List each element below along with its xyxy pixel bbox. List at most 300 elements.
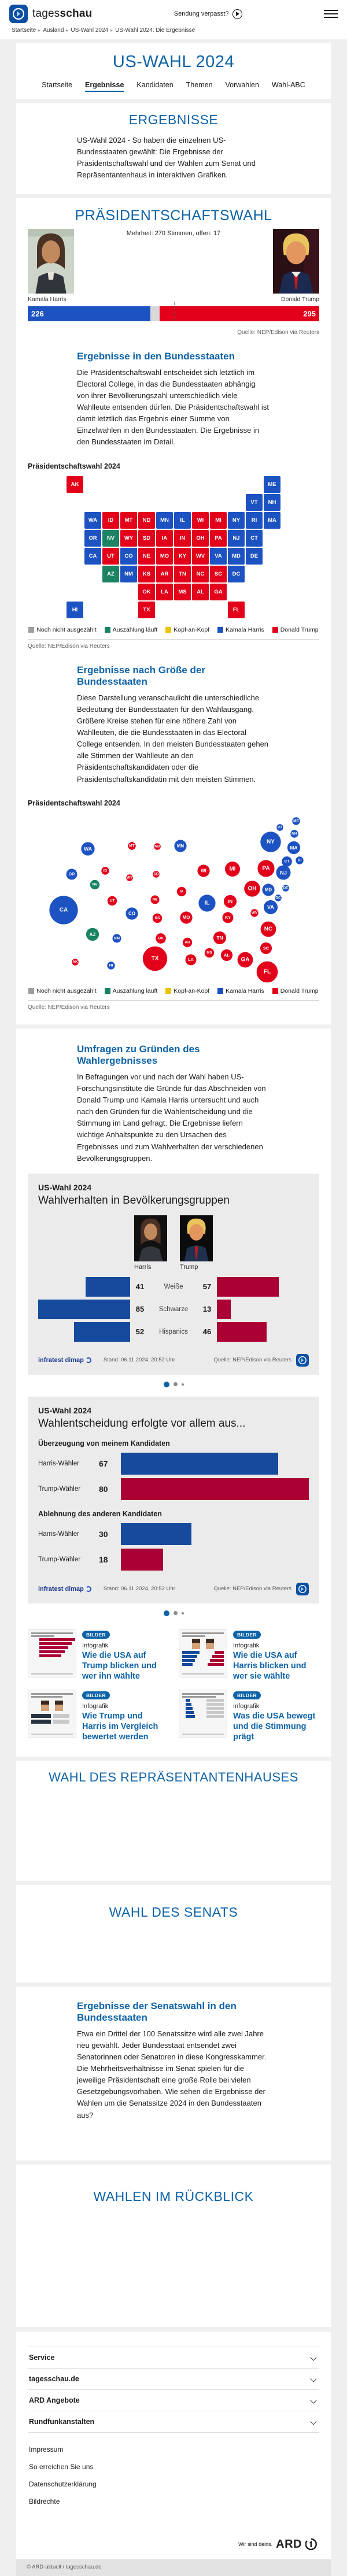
state-bubble-UT[interactable] [108, 896, 117, 905]
svg-text:NV: NV [92, 882, 98, 887]
state-bubble-AK[interactable] [72, 959, 79, 966]
svg-text:VA: VA [267, 904, 274, 910]
svg-text:OK: OK [158, 936, 164, 941]
teaser-thumbnail[interactable] [28, 1690, 76, 1738]
state-bubble-AR[interactable] [183, 937, 192, 946]
state-bubble-DE[interactable] [282, 885, 289, 892]
rueckblick-title: WAHLEN IM RÜCKBLICK [93, 2188, 254, 2204]
state-tile-ND[interactable]: ND [138, 512, 155, 529]
thumb-bar [39, 1642, 72, 1645]
state-bubble-MT[interactable] [128, 842, 135, 849]
state-bubble-MI[interactable] [225, 862, 240, 877]
thumb-decor [31, 1673, 73, 1675]
tab-startseite[interactable]: Startseite [42, 81, 73, 89]
state-bubble-DC[interactable] [275, 894, 282, 901]
svg-text:NE: NE [152, 897, 158, 902]
thumb-bar-row [31, 1714, 73, 1718]
svg-text:UT: UT [109, 899, 115, 903]
svg-text:NM: NM [113, 936, 120, 941]
legend-item [272, 626, 319, 633]
gruende-footer [38, 1579, 309, 1598]
reason-bar [121, 1549, 163, 1571]
state-tile-RI[interactable]: RI [246, 512, 263, 529]
thumb-bar [186, 1707, 193, 1710]
play-icon[interactable] [232, 9, 242, 19]
tagesschau-mini-icon [296, 1354, 309, 1367]
footer-accordions [28, 2347, 319, 2433]
thumb-bar [212, 1655, 224, 1658]
teaser-title[interactable]: Wie Trump und Harris im Vergleich bewertet werden [82, 1712, 158, 1742]
state-tile-CO[interactable]: CO [120, 548, 137, 565]
site-header [0, 0, 347, 39]
state-tile-SC[interactable]: SC [210, 566, 227, 582]
majority-marker [174, 302, 175, 321]
thumb-bar [206, 1707, 224, 1710]
reason-bar-track [121, 1523, 309, 1545]
state-bubble-FL[interactable] [257, 961, 278, 982]
state-bubble-VA[interactable] [264, 900, 278, 914]
state-tile-DC[interactable]: DC [228, 566, 245, 582]
tab-themen[interactable]: Themen [186, 81, 213, 89]
candidate-row [28, 229, 319, 303]
breadcrumb-item[interactable]: Ausland [43, 27, 64, 34]
trump-column-label: Trump [180, 1263, 198, 1271]
state-tile-HI[interactable]: HI [67, 602, 83, 618]
legend-label: Noch nicht ausgezählt [36, 987, 97, 994]
state-bubble-SD[interactable] [153, 871, 160, 878]
sendung-verpasst-label: Sendung verpasst? [174, 10, 229, 17]
teaser-kicker: Infografik [82, 1642, 109, 1649]
state-bubble-HI[interactable] [107, 962, 115, 969]
svg-text:OH: OH [248, 885, 257, 892]
footer-accordion-service[interactable] [28, 2347, 319, 2368]
state-tile-AL[interactable]: AL [192, 584, 209, 600]
tagesschau-mini-icon [296, 1583, 309, 1595]
teaser-thumbnail[interactable] [179, 1629, 227, 1677]
state-tile-WI[interactable]: WI [192, 512, 209, 529]
state-tile-GA[interactable]: GA [210, 584, 227, 600]
state-bubble-KY[interactable] [223, 912, 234, 923]
thumb-bar-row [182, 1715, 224, 1718]
svg-text:AK: AK [72, 960, 78, 964]
legend-item [28, 988, 96, 994]
state-tile-FL[interactable]: FL [228, 602, 245, 618]
category-label: Hispanics [159, 1328, 188, 1335]
state-tile-CT[interactable]: CT [246, 530, 263, 547]
state-bubble-OH[interactable] [244, 881, 260, 897]
carousel-dots[interactable] [28, 1610, 319, 1616]
teaser-kicker: Infografik [233, 1642, 260, 1649]
state-tile-IL[interactable]: IL [174, 512, 191, 529]
state-bubble-VT[interactable] [276, 824, 283, 831]
state-bubble-NJ[interactable] [276, 865, 290, 879]
legend-swatch [217, 627, 223, 633]
state-tile-LA[interactable]: LA [156, 584, 173, 600]
state-tile-TX[interactable]: TX [138, 602, 155, 618]
voter-group-label: Trump-Wähler [38, 1485, 81, 1493]
footer-accordion-tagesschau-de[interactable] [28, 2368, 319, 2389]
svg-text:GA: GA [241, 956, 250, 963]
state-tile-KY[interactable]: KY [174, 548, 191, 565]
tab-ergebnisse[interactable]: Ergebnisse [85, 81, 124, 92]
thumb-bar-row [182, 1659, 224, 1662]
reason-bar [121, 1523, 191, 1545]
trump-bar-track [217, 1322, 309, 1342]
state-tile-SD[interactable]: SD [138, 530, 155, 547]
states-section-text: Die Präsidentschaftswahl entscheidet sich letztlich im Electoral College, in das die Bundesstaaten abhängig von ihrer Bevölkerungszahl unterschiedlich viele Wahlleute entsenden dürfen. Die Präsidentschaftswahl ist damit letztlich das Ergebnis einer Summe von Einzelwahlen in den Bundesstaaten. Die Ergebnisse in den Bundesstaaten im Detail. [77, 368, 269, 447]
reason-value: 30 [99, 1529, 108, 1539]
state-tile-OK[interactable]: OK [138, 584, 155, 600]
state-tile-MI[interactable]: MI [210, 512, 227, 529]
state-bubble-SC[interactable] [260, 942, 272, 954]
legend-swatch [165, 627, 171, 633]
state-bubble-RI[interactable] [296, 856, 303, 864]
ard-logo[interactable] [28, 2538, 319, 2551]
carousel-dot[interactable] [164, 1382, 169, 1387]
state-tile-PA[interactable]: PA [210, 530, 227, 547]
svg-text:WA: WA [84, 845, 92, 852]
state-tile-MT[interactable]: MT [120, 512, 137, 529]
demografie-chart-card [28, 1174, 319, 1375]
legend-label: Kamala Harris [226, 987, 264, 994]
svg-text:WY: WY [126, 875, 133, 880]
teaser-title[interactable]: Was die USA bewegt und die Stimmung prägt [233, 1712, 316, 1742]
state-bubble-LA[interactable] [186, 954, 197, 965]
svg-text:IA: IA [179, 889, 184, 894]
state-bubble-MN[interactable] [174, 840, 186, 852]
gruende-stand: Stand: 06.11.2024, 20:52 Uhr [103, 1586, 175, 1593]
state-tile-NV[interactable]: NV [102, 530, 119, 547]
thumb-bar-row [182, 1707, 224, 1710]
reason-bar [121, 1478, 309, 1500]
state-bubble-CA[interactable] [49, 896, 77, 924]
donald-trump-photo [273, 229, 319, 294]
thumb-bar-row [182, 1711, 224, 1714]
thumb-bar [31, 1714, 51, 1718]
legend-label: Noch nicht ausgezählt [36, 626, 97, 633]
state-tile-MO[interactable]: MO [156, 548, 173, 565]
state-bubble-NC[interactable] [261, 921, 276, 937]
state-bubble-GA[interactable] [238, 952, 253, 967]
svg-text:SD: SD [153, 872, 159, 877]
thumb-bar [186, 1711, 194, 1714]
svg-text:WV: WV [251, 911, 258, 915]
harris-bar [38, 1300, 130, 1319]
state-bubble-PA[interactable] [257, 860, 274, 877]
state-bubble-ME[interactable] [292, 817, 300, 825]
open-votes-segment [150, 306, 160, 321]
bubble-chart-label: Präsidentschaftswahl 2024 [28, 799, 120, 807]
state-tile-IA[interactable]: IA [156, 530, 173, 547]
chevron-down-icon [310, 2418, 316, 2425]
svg-text:CT: CT [284, 859, 290, 864]
trump-figure [273, 229, 319, 303]
breadcrumb-item[interactable]: US-Wahl 2024 [71, 27, 109, 34]
bilder-badge: BILDER [82, 1691, 110, 1699]
umfragen-heading: Umfragen zu Gründen des Wahlergebnisses [77, 1043, 200, 1066]
breadcrumb-separator: ▸ [110, 28, 113, 33]
legend-item [272, 988, 319, 994]
breadcrumb-separator: ▸ [66, 28, 69, 33]
state-tile-OH[interactable]: OH [192, 530, 209, 547]
footer-link[interactable]: So erreichen Sie uns [29, 2462, 94, 2471]
tab-kandidaten[interactable]: Kandidaten [136, 81, 174, 89]
sendung-verpasst-link[interactable] [174, 9, 242, 19]
svg-text:OR: OR [68, 871, 75, 877]
state-bubble-OR[interactable] [67, 868, 77, 879]
svg-text:NJ: NJ [279, 869, 287, 876]
svg-text:NC: NC [264, 926, 273, 933]
harris-small-photo [134, 1215, 167, 1261]
teaser-thumbnail[interactable] [179, 1690, 227, 1738]
infografik-teaser[interactable] [179, 1690, 319, 1742]
state-bubble-MS[interactable] [205, 948, 214, 957]
accordion-label: Rundfunkanstalten [29, 2417, 95, 2426]
state-bubble-IL[interactable] [198, 894, 215, 911]
harris-value: 41 [135, 1282, 145, 1291]
svg-text:ID: ID [103, 868, 108, 873]
state-tile-AK[interactable]: AK [67, 476, 83, 493]
teaser-title[interactable]: Wie die USA auf Trump blicken und wer ihn wählte [82, 1650, 157, 1682]
state-tile-NE[interactable]: NE [138, 548, 155, 565]
ergebnisse-intro: US-Wahl 2024 - So haben die einzelnen US-Bundesstaaten gewählt: Die Ergebnisse der Präsidentschaftswahl und der Wahlen zum Senat und Repräsentantenhaus in interaktiven Grafiken. [77, 136, 256, 180]
state-bubble-OK[interactable] [156, 933, 166, 944]
tagesschau-app-icon [9, 5, 28, 23]
harris-value: 85 [135, 1305, 145, 1314]
state-bubble-AZ[interactable] [86, 928, 99, 941]
state-bubble-TX[interactable] [143, 946, 167, 970]
thumb-bar [39, 1654, 61, 1657]
senat-title: WAHL DES SENATS [109, 1904, 238, 1920]
state-tile-WV[interactable]: WV [192, 548, 209, 565]
bar-source: Quelle: NEP/Edison via Reuters [237, 329, 319, 336]
thumb-decor [31, 1632, 73, 1634]
state-bubble-MA[interactable] [287, 841, 300, 854]
harris-column-label: Harris [134, 1263, 152, 1271]
thumb-bar [186, 1703, 191, 1706]
ard-tagline: Wir sind deins. [238, 2541, 273, 2548]
footer-accordion-rundfunkanstalten[interactable] [28, 2411, 319, 2433]
demografie-footer [38, 1350, 309, 1369]
state-bubble-IA[interactable] [177, 886, 186, 896]
teaser-kicker: Infografik [233, 1703, 260, 1710]
state-bubble-WV[interactable] [250, 909, 258, 916]
state-bubble-MO[interactable] [180, 911, 192, 923]
infografik-teaser[interactable] [179, 1629, 319, 1682]
hub-card [16, 43, 331, 99]
svg-text:MN: MN [176, 843, 184, 849]
svg-text:TX: TX [151, 955, 159, 962]
carousel-dots[interactable] [28, 1382, 319, 1387]
state-tile-AR[interactable]: AR [156, 566, 173, 582]
state-bubble-NM[interactable] [113, 934, 121, 942]
state-bubble-IN[interactable] [224, 895, 237, 908]
svg-text:CO: CO [128, 911, 135, 916]
map-chart-label: Präsidentschaftswahl 2024 [28, 462, 120, 470]
state-tile-NC[interactable]: NC [192, 566, 209, 582]
svg-text:AR: AR [184, 940, 190, 945]
thumb-decor [182, 1693, 224, 1695]
breadcrumb [9, 23, 338, 37]
thumb-photos [31, 1701, 73, 1711]
thumb-bar [210, 1659, 224, 1662]
harris-bar-track [38, 1300, 130, 1319]
demografie-row [38, 1322, 309, 1342]
hamburger-menu-icon[interactable] [324, 10, 338, 18]
state-tile-NM[interactable]: NM [120, 566, 137, 582]
svg-text:VT: VT [277, 825, 283, 830]
state-tile-AZ[interactable]: AZ [102, 566, 119, 582]
thumb-bar-row [182, 1663, 224, 1666]
breadcrumb-item[interactable]: Startseite [12, 27, 36, 34]
teaser-body [82, 1629, 168, 1682]
svg-text:AL: AL [223, 952, 230, 958]
state-tile-ID[interactable]: ID [102, 512, 119, 529]
state-tile-KS[interactable]: KS [138, 566, 155, 582]
trump-votes-value: 295 [303, 309, 316, 318]
trump-bar [217, 1277, 279, 1297]
teaser-body [82, 1690, 168, 1742]
demografie-kicker: US-Wahl 2024 [38, 1182, 92, 1192]
carousel-dot[interactable] [182, 1383, 184, 1386]
harris-name: Kamala Harris [28, 295, 67, 303]
svg-text:MO: MO [182, 915, 190, 920]
reason-group-label: Ablehnung des anderen Kandidaten [38, 1509, 162, 1518]
state-tile-NY[interactable]: NY [228, 512, 245, 529]
state-bubble-AL[interactable] [221, 949, 232, 961]
svg-text:NY: NY [267, 838, 275, 845]
carousel-dot[interactable] [174, 1382, 178, 1386]
thumb-bar [39, 1650, 65, 1653]
hub-tab-bar [28, 81, 319, 92]
state-bubble-KS[interactable] [153, 913, 162, 922]
state-tile-CA[interactable]: CA [84, 548, 101, 565]
bilder-badge: BILDER [233, 1691, 261, 1699]
gruende-source: Quelle: NEP/Edison via Reuters [213, 1586, 291, 1593]
thumb-bar [182, 1659, 195, 1662]
reason-bar-track [121, 1478, 309, 1500]
state-bubble-NV[interactable] [90, 879, 99, 889]
teaser-thumbnail[interactable] [28, 1629, 76, 1677]
thumb-decor [182, 1696, 216, 1698]
footer-link[interactable]: Bildrechte [29, 2497, 60, 2506]
legend-swatch [217, 988, 223, 994]
thumb-decor [182, 1632, 224, 1634]
state-tile-MD[interactable]: MD [228, 548, 245, 565]
state-tile-IN[interactable]: IN [174, 530, 191, 547]
state-bubble-ND[interactable] [154, 843, 161, 850]
state-bubble-WY[interactable] [126, 874, 133, 881]
teaser-kicker: Infografik [82, 1703, 109, 1710]
state-tile-MA[interactable]: MA [264, 512, 280, 529]
state-tile-ME[interactable]: ME [264, 476, 280, 493]
ergebnisse-title: ERGEBNISSE [128, 112, 219, 127]
breadcrumb-item[interactable]: US-Wahl 2024: Die Ergebnisse [115, 27, 195, 34]
state-tile-TN[interactable]: TN [174, 566, 191, 582]
harris-bar [86, 1277, 130, 1297]
footer-accordion-ard-angebote[interactable] [28, 2389, 319, 2411]
state-tile-DE[interactable]: DE [246, 548, 263, 565]
size-section-heading: Ergebnisse nach Größe der Bundesstaaten [77, 664, 206, 687]
footer-link[interactable]: Impressum [29, 2445, 64, 2453]
state-tile-MN[interactable]: MN [156, 512, 173, 529]
legend-item [217, 626, 264, 633]
state-tile-WY[interactable]: WY [120, 530, 137, 547]
category-label: Schwarze [158, 1305, 189, 1313]
legend-swatch [28, 627, 34, 633]
senatswahl-card [16, 1987, 331, 2161]
carousel-dot[interactable] [174, 1611, 178, 1615]
tab-wahl-abc[interactable]: Wahl-ABC [271, 81, 305, 89]
thumb-photo [192, 1639, 200, 1649]
svg-text:DC: DC [275, 896, 281, 900]
state-bubble-WI[interactable] [197, 864, 209, 877]
legend-swatch [105, 627, 110, 633]
state-tile-VA[interactable]: VA [210, 548, 227, 565]
thumb-decor [182, 1673, 224, 1675]
state-tile-OR[interactable]: OR [84, 530, 101, 547]
state-bubble-CO[interactable] [125, 907, 138, 919]
legend-item [217, 988, 264, 994]
legend-label: Donald Trump [280, 987, 319, 994]
voter-group-label: Harris-Wähler [38, 1530, 79, 1538]
state-tile-NJ[interactable]: NJ [228, 530, 245, 547]
state-bubble-NY[interactable] [260, 832, 280, 852]
us-states-bubble-cartogram[interactable] [32, 813, 315, 984]
map-source: Quelle: NEP/Edison via Reuters [28, 643, 110, 649]
state-bubble-WA[interactable] [81, 842, 94, 855]
tagesschau-logo[interactable] [9, 5, 92, 23]
state-tile-WA[interactable]: WA [84, 512, 101, 529]
legend-item [28, 626, 96, 633]
demografie-stand: Stand: 06.11.2024, 20:52 Uhr [103, 1357, 175, 1364]
svg-text:ND: ND [154, 844, 160, 849]
footer-link[interactable]: Datenschutzerklärung [29, 2480, 97, 2488]
carousel-dot[interactable] [164, 1610, 169, 1616]
state-bubble-TN[interactable] [213, 931, 226, 944]
state-bubble-NH[interactable] [290, 830, 298, 837]
senatswahl-heading: Ergebnisse der Senatswahl in den Bundesstaaten [77, 2000, 237, 2023]
state-bubble-ID[interactable] [101, 867, 109, 874]
state-bubble-MD[interactable] [262, 884, 274, 896]
infografik-teaser[interactable] [28, 1629, 168, 1682]
thumb-bar-row [182, 1651, 224, 1654]
state-bubble-NE[interactable] [151, 895, 160, 904]
thumb-bar [39, 1646, 68, 1649]
state-tile-UT[interactable]: UT [102, 548, 119, 565]
thumb-bar-row [182, 1703, 224, 1706]
infografik-teaser[interactable] [28, 1690, 168, 1742]
legend-item [105, 626, 158, 633]
state-tile-VT[interactable]: VT [246, 494, 263, 511]
us-states-result-map[interactable] [28, 476, 319, 618]
state-tile-NH[interactable]: NH [264, 494, 280, 511]
state-tile-MS[interactable]: MS [174, 584, 191, 600]
svg-text:MA: MA [290, 844, 298, 851]
states-section-heading: Ergebnisse in den Bundesstaaten [77, 350, 235, 362]
svg-text:MT: MT [129, 844, 135, 848]
repraesentantenhaus-card [16, 1761, 331, 1881]
tab-vorwahlen[interactable]: Vorwahlen [225, 81, 259, 89]
carousel-dot[interactable] [182, 1612, 184, 1614]
infografik-teaser-grid [28, 1629, 319, 1743]
map-legend [28, 626, 319, 633]
state-bubble-CT[interactable] [282, 856, 292, 867]
trump-bar [217, 1300, 231, 1319]
trump-value: 46 [202, 1327, 212, 1337]
gruende-chart [38, 1439, 309, 1571]
teaser-title[interactable]: Wie die USA auf Harris blicken und wer sie wählte [233, 1650, 307, 1682]
